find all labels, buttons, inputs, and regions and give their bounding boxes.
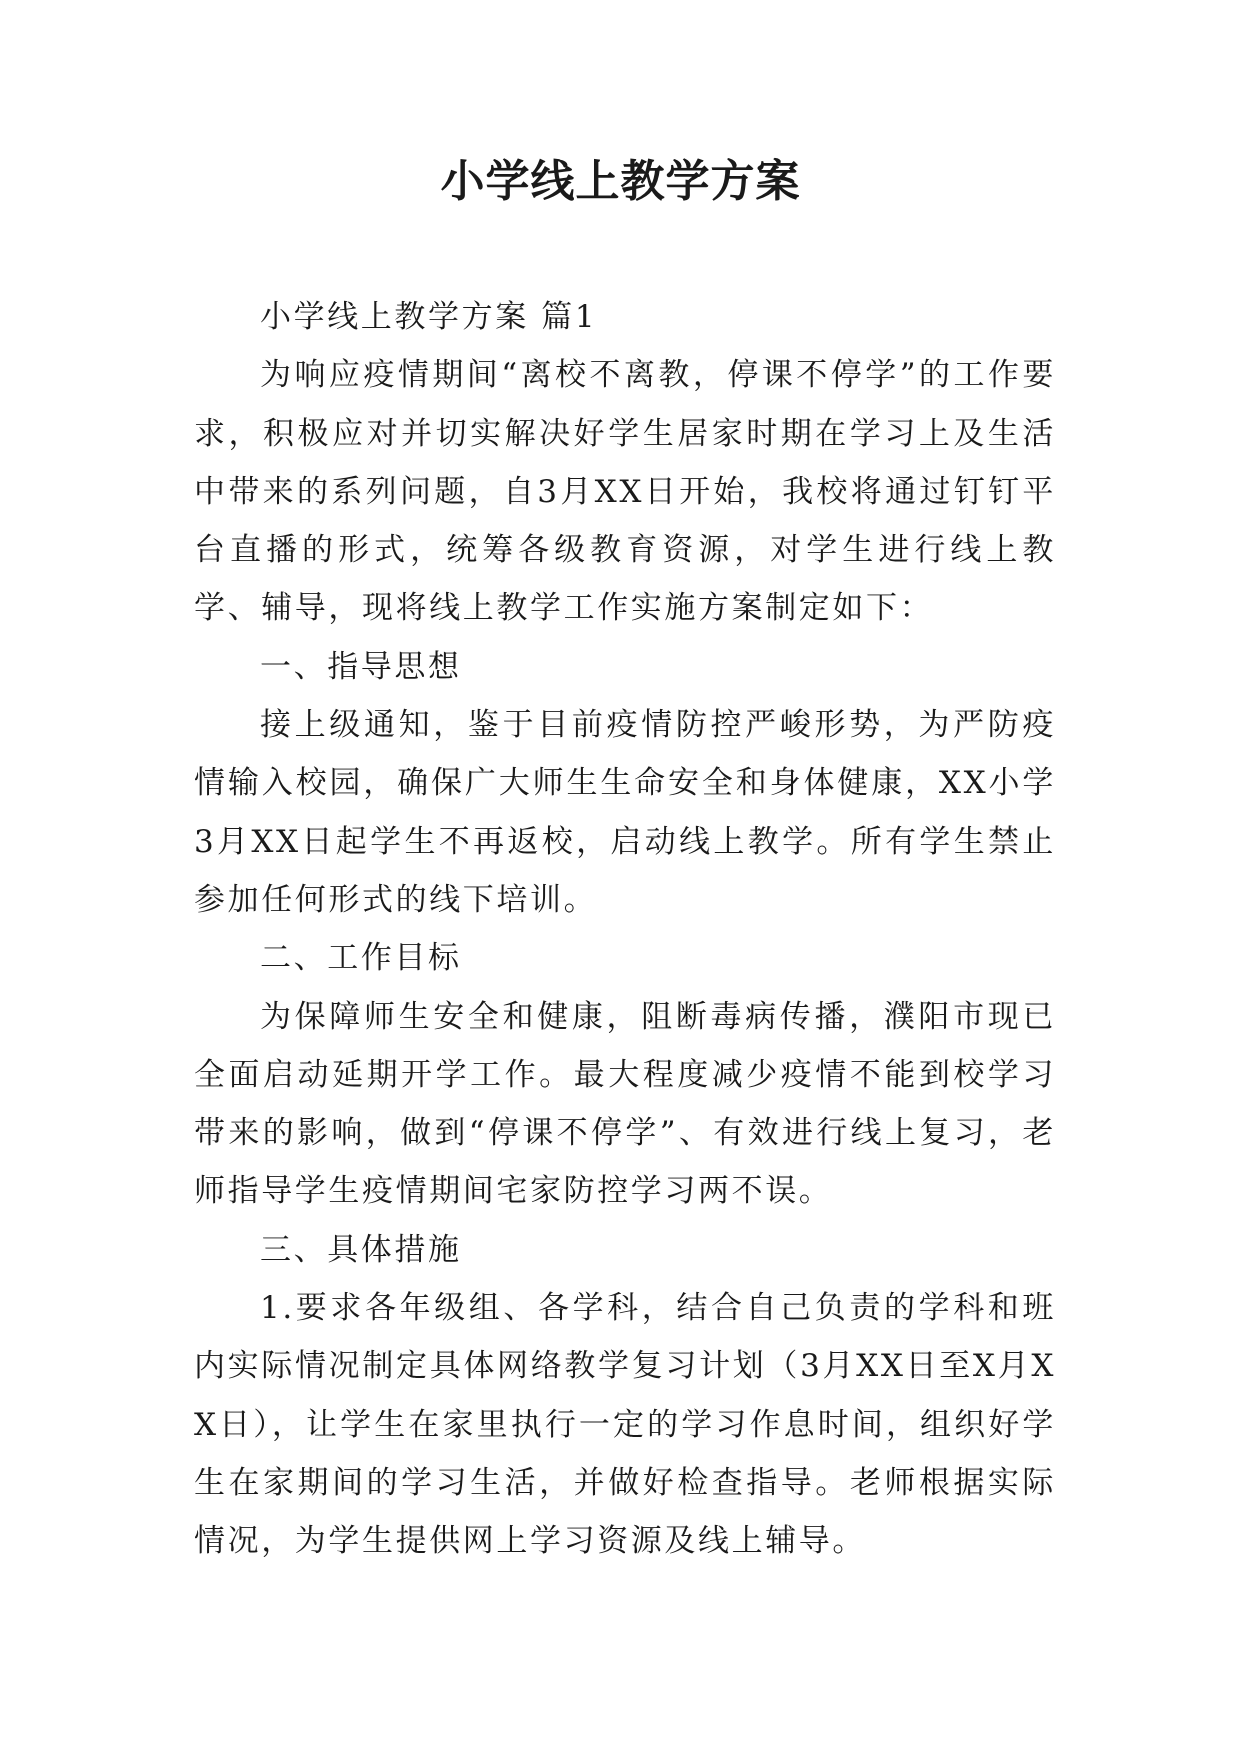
work-goals-paragraph: 为保障师生安全和健康，阻断毒病传播，濮阳市现已全面启动延期开学工作。最大程度减少疫情不能到校学习带来的影响，做到“停课不停学”、有效进行线上复习，老师指导学生疫情期间宅家防控学习两不误。 <box>194 998 1056 1210</box>
guiding-thought-paragraph: 接上级通知，鉴于目前疫情防控严峻形势，为严防疫情输入校园，确保广大师生生命安全和身体健康，XX小学3月XX日起学生不再返校，启动线上教学。所有学生禁止参加任何形式的线下培训。 <box>194 707 1056 918</box>
section-subtitle: 小学线上教学方案 篇1 <box>260 299 598 335</box>
intro-paragraph: 为响应疫情期间“离校不离教，停课不停学”的工作要求，积极应对并切实解决好学生居家时期在学习上及生活中带来的系列问题，自3月XX日开始，我校将通过钉钉平台直播的形式，统筹各级教育资源，对学生进行线上教学、辅导，现将线上教学工作实施方案制定如下： <box>194 357 1056 627</box>
document-title: 小学线上教学方案 <box>440 156 801 207</box>
document-body <box>194 288 1056 1571</box>
heading-specific-measures: 三、具体措施 <box>260 1231 462 1268</box>
heading-guiding-thought: 一、指导思想 <box>260 648 462 685</box>
heading-work-goals: 二、工作目标 <box>260 940 462 977</box>
measure-1-paragraph: 1.要求各年级组、各学科，结合自己负责的学科和班内实际情况制定具体网络教学复习计划（3月XX日至X月XX日），让学生在家里执行一定的学习作息时间，组织好学生在家期间的学习生活，并做好检查指导。老师根据实际情况，为学生提供网上学习资源及线上辅导。 <box>194 1290 1056 1560</box>
